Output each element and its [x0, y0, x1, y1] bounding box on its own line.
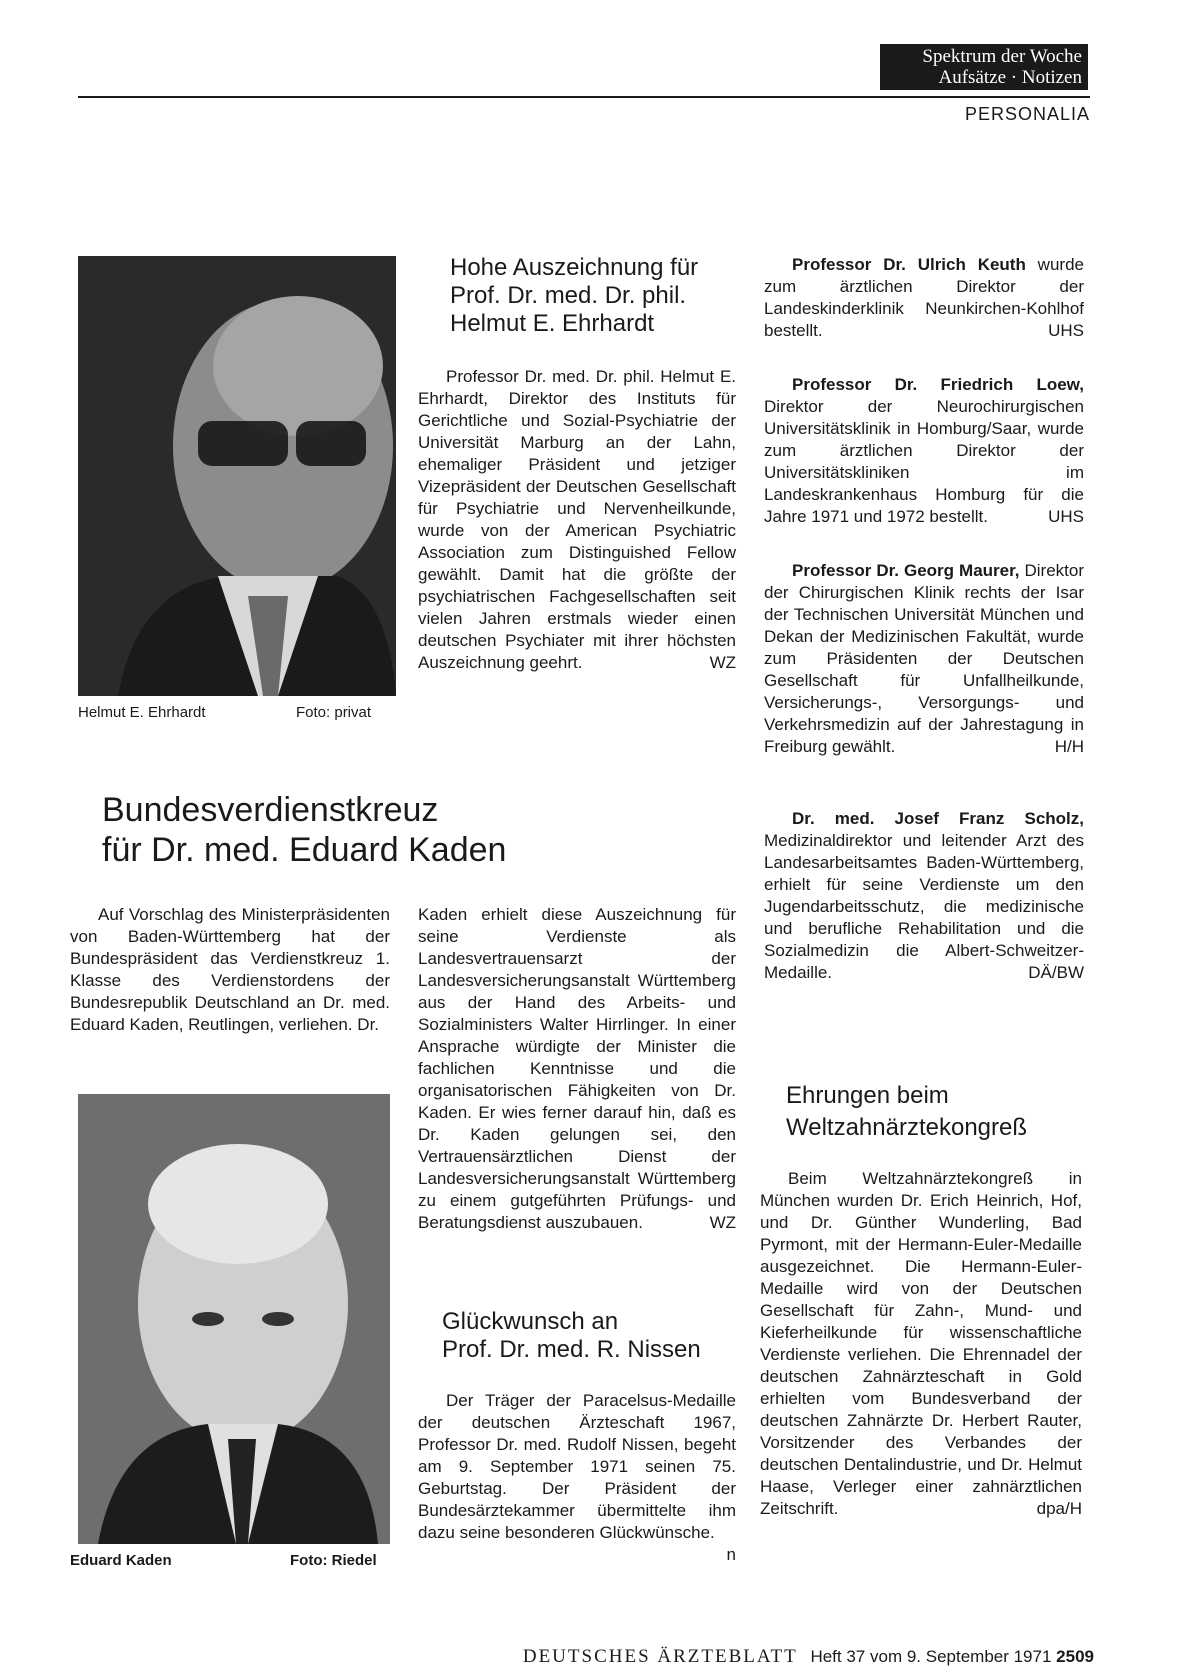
ehrhardt-article	[418, 366, 736, 674]
zahn-headline-line1: Ehrungen beim	[786, 1082, 949, 1109]
loew-body: Direktor der Neurochirurgischen Universitätsklinik in Homburg/Saar, wurde zum ärztlichen Direktor der Universitätskliniken im Landeskrankenhaus Homburg für die Jahre 1971 und 1972 bestellt.	[764, 397, 1084, 526]
ehrhardt-caption-name: Helmut E. Ehrhardt	[78, 704, 206, 721]
zahn-signature: dpa/H	[1036, 1499, 1082, 1518]
nissen-body: Der Träger der Paracelsus-Medaille der deutschen Ärzteschaft 1967, Professor Dr. med. Rudolf Nissen, begeht am 9. September 1971 seinen 75. Geburtstag. Der Präsident der Bundesärztekammer übermittelte ihm dazu seine besonderen Glückwünsche.	[418, 1391, 736, 1542]
kaden-photo	[78, 1094, 390, 1544]
zahn-body: Beim Weltzahnärztekongreß in München wurden Dr. Erich Heinrich, Hof, und Dr. Günther Wunderling, Bad Pyrmont, mit der Hermann-Euler-Medaille ausgezeichnet. Die Hermann-Euler-Medaille wird von der Deutschen Gesellschaft für Zahn-, Mund- und Kieferheilkunde für wissenschaftliche Verdienste verliehen. Die Ehrennadel der deutschen Zahnärzteschaft in Gold erhielten vom Bundesverband der deutschen Zahnärzte Dr. Herbert Rauter, Vorsitzender des Verbandes der deutschen Dentalindustrie, und Dr. Helmut Haase, Verleger einer zahnärztlichen Zeitschrift.	[760, 1169, 1082, 1518]
ehrhardt-body: Professor Dr. med. Dr. phil. Helmut E. Ehrhardt, Direktor des Instituts für Gerichtliche und Sozial-Psychiatrie der Universität Marburg an der Lahn, ehemaliger Präsident und jetziger Vizepräsident der Deutschen Gesellschaft für Psychiatrie und Nervenheilkunde, wurde von der American Psychiatric Association zum Distinguished Fellow gewählt. Damit hat die größte der psychiatrischen Fachgesellschaften seit vielen Jahren erstmals wieder einen deutschen Psychiater mit ihrer höchsten Auszeichnung geehrt.	[418, 367, 736, 672]
loew-name: Professor Dr. Friedrich Loew,	[792, 375, 1084, 394]
ehrhardt-signature: WZ	[709, 653, 736, 672]
masthead: DEUTSCHES ÄRZTEBLATT	[522, 1646, 798, 1667]
ehrhardt-headline-line1: Hohe Auszeichnung für	[450, 254, 699, 281]
section-label-line2: Aufsätze · Notizen	[938, 67, 1082, 88]
keuth-body: wurde zum ärztlichen Direktor der Landeskinderklinik Neunkirchen-Kohlhof bestellt.	[764, 255, 1084, 340]
kaden-caption-credit: Foto: Riedel	[290, 1552, 377, 1569]
portrait-image	[78, 1094, 390, 1544]
kaden-body-part2: Kaden erhielt diese Auszeichnung für seine Verdienste als Landesvertrauensarzt der Landesversicherungsanstalt Württemberg aus der Hand des Arbeits- und Sozialministers Walter Hirrlinger. In einer Ansprache würdigte der Minister die fachlichen Kenntnisse und die organisatorischen Fähigkeiten von Dr. Kaden. Er wies ferner darauf hin, daß es Dr. Kaden gelungen sei, den Vertrauensärztlichen Dienst der Landesversicherungsanstalt Württemberg zu einem gutgeführten Prüfungs- und Beratungsdienst auszubauen.	[418, 905, 736, 1232]
maurer-notice	[764, 560, 1084, 758]
scholz-signature: DÄ/BW	[1028, 963, 1084, 982]
kaden-caption-name: Eduard Kaden	[70, 1552, 172, 1569]
kaden-headline	[102, 790, 702, 870]
kaden-body-part1: Auf Vorschlag des Ministerpräsidenten von Baden-Württemberg hat der Bundespräsident das Verdienstkreuz 1. Klasse des Verdienstordens der Bundesrepublik Deutschland an Dr. med. Eduard Kaden, Reutlingen, verliehen. Dr.	[70, 905, 390, 1034]
scholz-notice	[764, 808, 1084, 984]
ehrhardt-headline-line2: Prof. Dr. med. Dr. phil.	[450, 282, 687, 309]
keuth-name: Professor Dr. Ulrich Keuth	[792, 255, 1026, 274]
kaden-headline-line2: für Dr. med. Eduard Kaden	[102, 831, 507, 869]
kaden-article-part1	[70, 904, 390, 1036]
keuth-notice	[764, 254, 1084, 342]
kaden-headline-line1: Bundesverdienstkreuz	[102, 791, 439, 829]
section-label	[880, 44, 1088, 90]
nissen-headline-line1: Glückwunsch an	[442, 1308, 619, 1335]
kaden-article-part2	[418, 904, 736, 1234]
zahn-headline-line2: Weltzahnärztekongreß	[786, 1114, 1028, 1141]
ehrhardt-headline	[450, 254, 750, 338]
maurer-signature: H/H	[1054, 737, 1084, 756]
issue-info: Heft 37 vom 9. September 1971	[810, 1647, 1052, 1666]
keuth-signature: UHS	[1048, 321, 1084, 340]
ehrhardt-photo	[78, 256, 396, 696]
maurer-body: Direktor der Chirurgischen Klinik rechts der Isar der Technischen Universität München und Dekan der Medizinischen Fakultät, wurde zum Präsidenten der Deutschen Gesellschaft für Unfallheilkunde, Versicherungs-, Versorgungs- und Verkehrsmedizin auf der Jahrestagung in Freiburg gewählt.	[764, 561, 1085, 756]
category-label: PERSONALIA	[964, 104, 1090, 124]
nissen-headline-line2: Prof. Dr. med. R. Nissen	[442, 1336, 701, 1363]
portrait-image	[78, 256, 396, 696]
page-number: 2509	[1056, 1647, 1094, 1666]
maurer-name: Professor Dr. Georg Maurer,	[792, 561, 1020, 580]
nissen-article	[418, 1390, 736, 1566]
kaden-signature: WZ	[709, 1213, 736, 1232]
section-label-line1: Spektrum der Woche	[922, 46, 1082, 67]
ehrhardt-headline-line3: Helmut E. Ehrhardt	[450, 310, 655, 337]
zahn-headline	[786, 1080, 1086, 1144]
loew-notice	[764, 374, 1084, 528]
ehrhardt-caption-credit: Foto: privat	[296, 704, 372, 721]
nissen-signature: n	[726, 1545, 736, 1564]
scholz-name: Dr. med. Josef Franz Scholz,	[792, 809, 1084, 828]
nissen-headline	[442, 1308, 742, 1364]
zahn-article	[760, 1168, 1082, 1520]
loew-signature: UHS	[1048, 507, 1084, 526]
page-footer	[523, 1646, 1094, 1668]
scholz-body: Medizinaldirektor und leitender Arzt des Landesarbeitsamtes Baden-Württemberg, erhielt für seine Verdienste um den Jugendarbeitsschutz, die medizinische und berufliche Rehabilitation und die Sozialmedizin die Albert-Schweitzer-Medaille.	[764, 831, 1084, 982]
header-rule	[78, 96, 1090, 98]
